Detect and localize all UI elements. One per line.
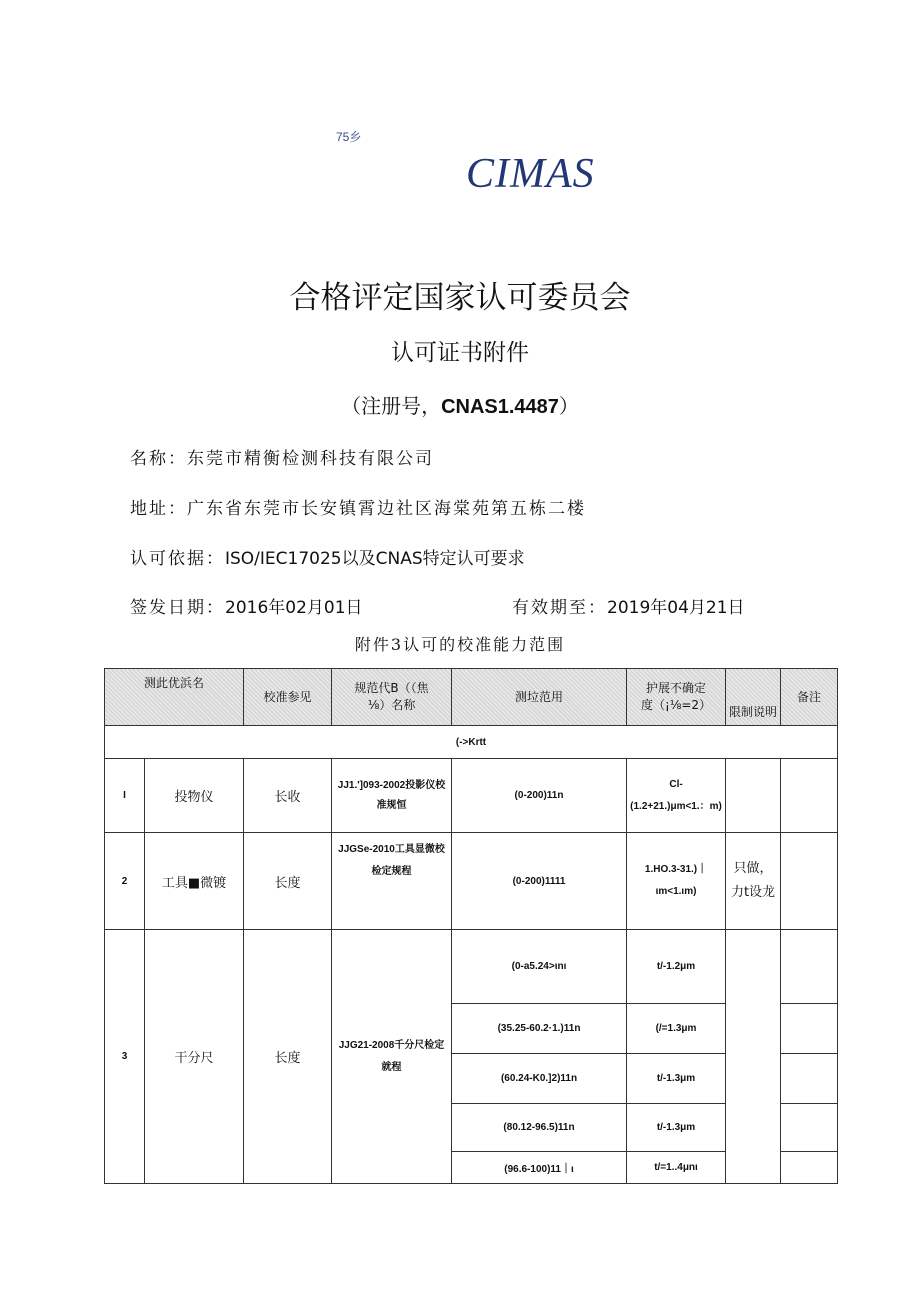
row-spec: JJG21-2008千分尺检定就程 — [332, 930, 452, 1184]
row-note — [781, 1004, 838, 1054]
row-number: 3 — [105, 930, 145, 1184]
row-spec: JJGSe-2010工具显微校检定规程 — [332, 833, 452, 930]
row-note — [781, 759, 838, 833]
row-limit — [726, 930, 781, 1184]
row-uncertainty: t/-1.3μm — [627, 1054, 726, 1104]
row-range: (0-200)1111 — [452, 833, 627, 930]
row-range: (35.25-60.2·1.)11n — [452, 1004, 627, 1054]
issue-date-line — [130, 593, 363, 618]
header-measured-object: 测此优浜名 — [105, 669, 244, 726]
row-uncertainty: (/=1.3μm — [627, 1004, 726, 1054]
header-limit: 限制说明 — [726, 669, 781, 726]
row-object: 工具■微镀 — [145, 833, 244, 930]
basis-value: ISO/IEC17025以及CNAS特定认可要求 — [225, 549, 525, 569]
section-row — [105, 726, 838, 759]
row-note — [781, 1104, 838, 1152]
header-parameter: 校准参见 — [244, 669, 332, 726]
issue-value: 2016年02月01日 — [225, 598, 363, 618]
reg-prefix: （注册号， — [341, 394, 442, 418]
reg-suffix: ） — [558, 394, 579, 418]
annex-title: 附件3认可的校准能力范围 — [354, 635, 566, 654]
row-note — [781, 930, 838, 1004]
row-parameter: 长度 — [244, 833, 332, 930]
row-note — [781, 1054, 838, 1104]
address-label: 地址： — [130, 499, 187, 519]
row-parameter: 长度 — [244, 930, 332, 1184]
address-value: 广东省东莞市长安镇霄边社区海棠苑第五栋二楼 — [187, 499, 586, 519]
name-line — [130, 444, 434, 469]
row-uncertainty: 1.HO.3-31.)｜ιm<1.ιm) — [627, 833, 726, 930]
row-uncertainty: t/-1.2μm — [627, 930, 726, 1004]
row-uncertainty: t/-1.3μm — [627, 1104, 726, 1152]
row-uncertainty: Cl-(1.2+21.)μm<1.：m) — [627, 759, 726, 833]
row-limit: 只做，力t设龙 — [726, 833, 781, 930]
row-object: 干分尺 — [145, 930, 244, 1184]
row-spec: JJ1.']093-2002投影仪校准规恒 — [332, 759, 452, 833]
calibration-scope-table — [104, 668, 838, 1184]
row-uncertainty: t/=1..4μnι — [627, 1152, 726, 1184]
org-title: 合格评定国家认可委员会 — [289, 280, 631, 316]
header-uncert-line1: 护展不确定 — [646, 681, 707, 695]
row-range: (0-a5.24>ιnι — [452, 930, 627, 1004]
valid-label: 有效期至： — [512, 598, 607, 618]
header-uncertainty — [627, 669, 726, 726]
row-range: (96.6-100)11｜ι — [452, 1152, 627, 1184]
issue-label: 签发日期： — [130, 598, 225, 618]
table-row — [105, 930, 838, 1004]
valid-date-line — [512, 593, 745, 618]
header-uncert-line2: 度（¡⅛=2） — [640, 698, 712, 712]
table-row — [105, 833, 838, 930]
row-range: (80.12-96.5)11n — [452, 1104, 627, 1152]
row-note — [781, 1152, 838, 1184]
header-spec-line1: 规范代B（（焦 — [354, 681, 429, 695]
doc-title: 认可证书附件 — [391, 340, 529, 366]
name-label: 名称： — [130, 449, 187, 469]
name-value: 东莞市精衡检测科技有限公司 — [187, 449, 434, 469]
row-range: (0-200)11n — [452, 759, 627, 833]
cnas-logo: CIMAS — [466, 151, 595, 197]
header-spec-line2: ⅛）名称 — [367, 698, 416, 712]
reg-number: CNAS1.4487 — [441, 396, 559, 418]
top-number: 75乡 — [336, 130, 362, 144]
valid-value: 2019年04月21日 — [607, 598, 745, 618]
header-note: 备注 — [781, 669, 838, 726]
row-object: 投物仪 — [145, 759, 244, 833]
row-number: 2 — [105, 833, 145, 930]
row-number: I — [105, 759, 145, 833]
basis-line — [130, 544, 525, 569]
row-parameter: 长收 — [244, 759, 332, 833]
section-label: (->Krtt — [105, 726, 838, 759]
row-limit — [726, 759, 781, 833]
address-line — [130, 494, 586, 519]
table-row — [105, 759, 838, 833]
basis-label: 认可依据： — [130, 549, 225, 569]
table-header-row — [105, 669, 838, 726]
registration-number — [0, 390, 920, 419]
header-spec — [332, 669, 452, 726]
row-note — [781, 833, 838, 930]
row-range: (60.24-K0.]2)11n — [452, 1054, 627, 1104]
header-range: 测垃范用 — [452, 669, 627, 726]
